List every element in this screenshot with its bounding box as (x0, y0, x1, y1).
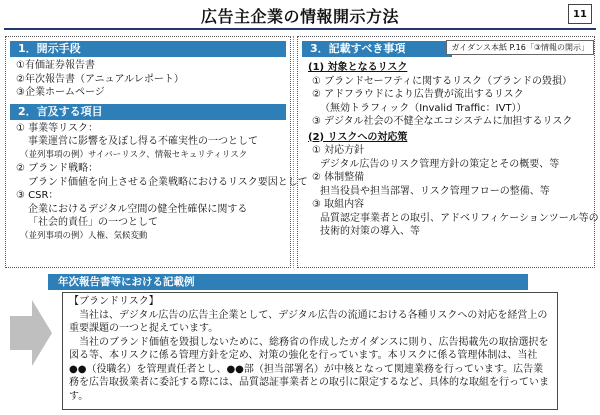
section1-item: ①有価証券報告書 (16, 60, 95, 71)
section2-line: （並列事項の例）人権、気候変動 (20, 230, 148, 241)
example-tag: 【ブランドリスク】 (69, 296, 159, 307)
measure-item: ③ 取組内容 (312, 199, 365, 210)
section1-heading: 1．開示手段 (10, 41, 286, 57)
title-divider (4, 28, 596, 30)
example-heading: 年次報告書等における記載例 (48, 274, 528, 290)
measure-item: ② 体制整備 (312, 172, 365, 183)
guidance-reference-note: ガイダンス本紙 P.16「③情報の開示」 (446, 40, 594, 55)
example-paragraph: 当社のブランド価値を毀損しないために、総務省の作成したガイダンスに則り、広告掲載先の取捨選択を図る等、本リスクに係る管理方針を定め、対策の強化を行っています。本リスクに係る管理体制は、当社●●（役職名）を管理責任者とし、●●部（担当部署名）が中核となって関連業務を行っています。広告業務を広告取扱業者に委託する際には、品質認証事業者との取引に限定するなど、具体的な取組を行っています。 (69, 336, 549, 402)
section2-line: ① 事業等リスク： (16, 122, 98, 134)
risk-item: （無効トラフィック（Invalid Traffic：IVT）） (320, 102, 527, 114)
section2-line: 企業におけるデジタル空間の健全性確保に関する (28, 203, 248, 215)
page-number: 11 (568, 4, 592, 24)
right-arrow-icon (10, 296, 52, 370)
section2-line: 事業運営に影響を及ぼし得る不確実性の一つとして (28, 136, 258, 147)
measure-item: ① 対応方針 (312, 145, 365, 156)
section2-line: ② ブランド戦略： (16, 163, 99, 174)
section1-item: ③企業ホームページ (16, 87, 105, 98)
section2-line: ③ CSR： (16, 190, 59, 201)
section3-subheading-risks: (1) 対象となるリスク (308, 62, 408, 73)
right-panel (297, 36, 599, 268)
section2-list (10, 120, 308, 248)
panel-divider (293, 36, 294, 268)
measure-item: 品質認定事業者との取引、アドベリフィケーションツール等の (320, 212, 599, 224)
section2-heading: 2．言及する項目 (10, 104, 286, 120)
section3-heading: 3．記載すべき事項 (302, 41, 452, 57)
measure-item: 担当役員や担当部署、リスク管理フローの整備、等 (320, 185, 550, 197)
section2-line: 「社会的責任」の一つとして (28, 217, 158, 228)
measure-item: デジタル広告のリスク管理方針の策定とその概要、等 (320, 158, 560, 170)
section3-list (302, 57, 599, 243)
risk-item: ① ブランドセーフティに関するリスク（ブランドの毀損） (312, 75, 572, 87)
section3-subheading-measures: (2) リスクへの対応策 (308, 131, 408, 143)
section2-line: （並列事項の例）サイバーリスク、情報セキュリティリスク (20, 149, 248, 160)
example-paragraph: 当社は、デジタル広告の広告主企業として、デジタル広告の流通における各種リスクへの対応を経営上の重要課題の一つと捉えています。 (69, 309, 548, 334)
measure-item: 技術的対策の導入、等 (320, 226, 420, 237)
risk-item: ② アドフラウドにより広告費が流出するリスク (312, 89, 524, 100)
section1-item: ②年次報告書（アニュアルレポート） (16, 73, 184, 85)
left-panel (5, 36, 308, 268)
section2-line: ブランド価値を向上させる企業戦略におけるリスク要因として (28, 176, 308, 188)
example-box (62, 292, 558, 410)
page-title: 広告主企業の情報開示方法 (200, 7, 399, 26)
section1-list (10, 57, 286, 104)
risk-item: ③ デジタル社会の不健全なエコシステムに加担するリスク (312, 116, 573, 127)
